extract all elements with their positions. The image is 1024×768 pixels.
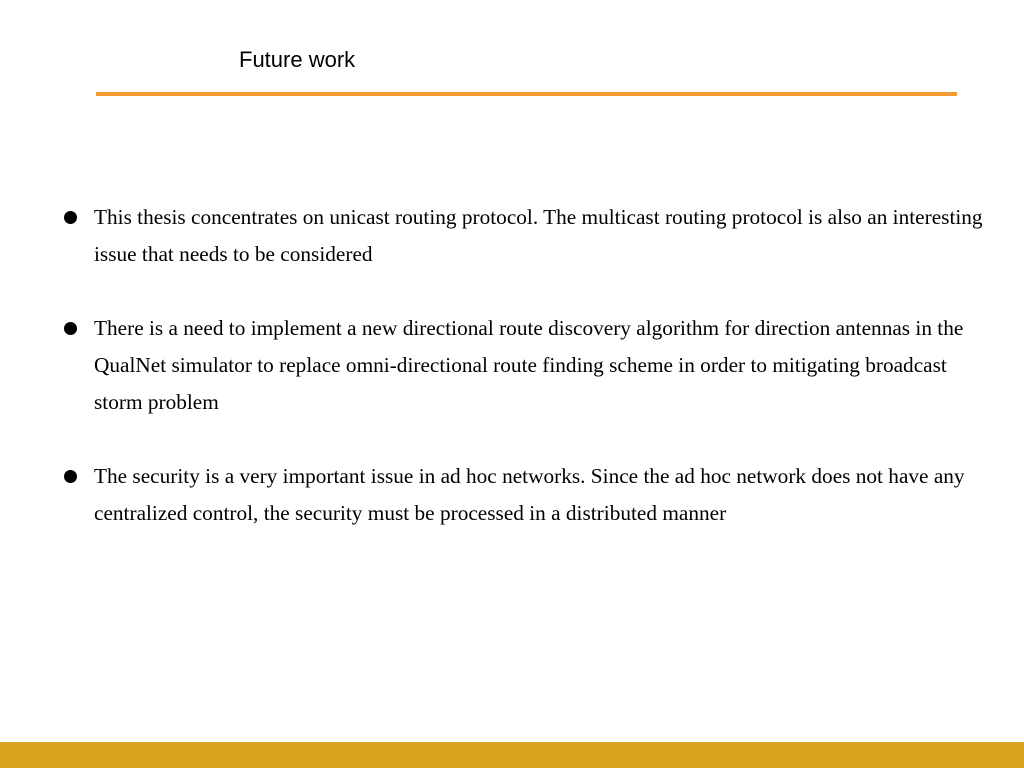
bullet-item bbox=[62, 458, 992, 532]
bullet-text: There is a need to implement a new directional route discovery algorithm for direction antennas in the QualNet simulator to replace omni-directional route finding scheme in order to mitigating broadcast storm problem bbox=[94, 316, 964, 414]
bullet-text: The security is a very important issue in ad hoc networks. Since the ad hoc network does not have any centralized control, the security must be processed in a distributed manner bbox=[94, 464, 965, 525]
title-underline bbox=[96, 92, 957, 96]
bullet-dot-icon bbox=[64, 470, 77, 483]
bullet-item bbox=[62, 199, 992, 273]
bullet-dot-icon bbox=[64, 211, 77, 224]
bullet-item bbox=[62, 310, 992, 421]
bullet-list bbox=[62, 199, 992, 569]
footer-bar bbox=[0, 742, 1024, 768]
bullet-dot-icon bbox=[64, 322, 77, 335]
slide-title: Future work bbox=[239, 47, 356, 72]
bullet-text: This thesis concentrates on unicast routing protocol. The multicast routing protocol is also an interesting issue that needs to be considered bbox=[94, 205, 983, 266]
